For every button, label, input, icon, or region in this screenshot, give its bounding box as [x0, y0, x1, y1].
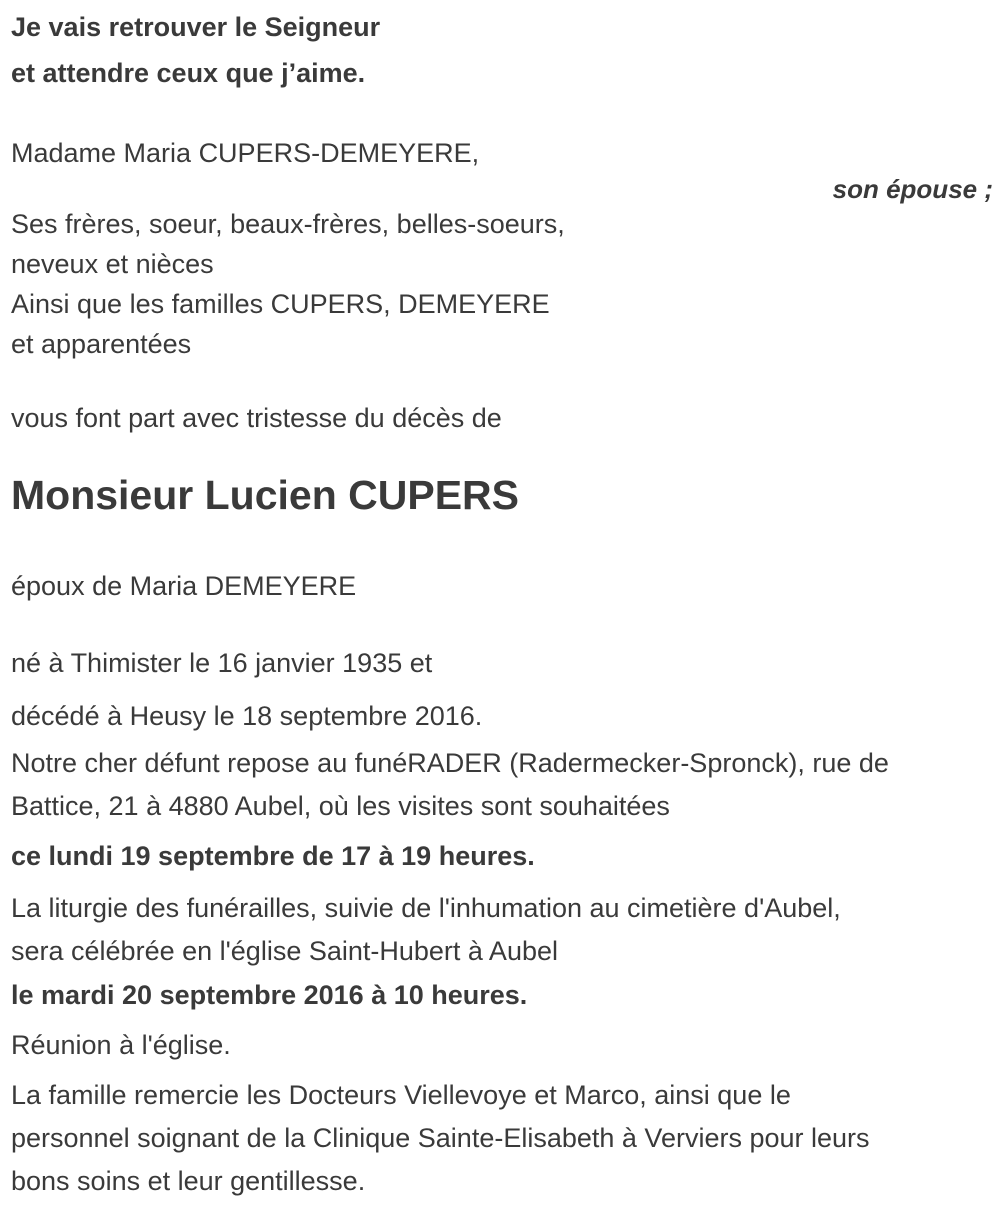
relatives-list [11, 204, 993, 284]
families-list [11, 284, 993, 364]
deceased-relation: époux de Maria DEMEYERE [11, 571, 357, 601]
repose-line-1: Notre cher défunt repose au funéRADER (Radermecker-Spronck), rue de [11, 748, 889, 778]
birth-line: né à Thimister le 16 janvier 1935 et [11, 648, 433, 678]
spouse-relation: son épouse ; [832, 174, 993, 204]
funeral-datetime: le mardi 20 septembre 2016 à 10 heures. [11, 980, 528, 1010]
funeral-line-2: sera célébrée en l'église Saint-Hubert à Aubel [11, 936, 558, 966]
deceased-name: Monsieur Lucien CUPERS [11, 472, 520, 518]
families-line-2: et apparentées [11, 329, 192, 359]
thanks-line-3: bons soins et leur gentillesse. [11, 1166, 366, 1196]
epigraph-line-1: Je vais retrouver le Seigneur [11, 12, 381, 42]
thanks-line-1: La famille remercie les Docteurs Viellevoye et Marco, ainsi que le [11, 1080, 791, 1110]
epigraph-line-2: et attendre ceux que j’aime. [11, 58, 366, 88]
families-line-1: Ainsi que les familles CUPERS, DEMEYERE [11, 289, 550, 319]
funeral-paragraph [11, 887, 993, 973]
spouse-name: Madame Maria CUPERS-DEMEYERE, [11, 138, 480, 168]
visit-hours: ce lundi 19 septembre de 17 à 19 heures. [11, 841, 535, 871]
thanks-paragraph [11, 1074, 993, 1203]
repose-line-2: Battice, 21 à 4880 Aubel, où les visites sont souhaitées [11, 791, 670, 821]
funeral-line-1: La liturgie des funérailles, suivie de l'inhumation au cimetière d'Aubel, [11, 893, 841, 923]
repose-paragraph [11, 742, 993, 828]
thanks-line-2: personnel soignant de la Clinique Sainte-Elisabeth à Verviers pour leurs [11, 1123, 870, 1153]
announcement-line: vous font part avec tristesse du décès de [11, 403, 502, 433]
epigraph [11, 4, 993, 96]
relatives-line-1: Ses frères, soeur, beaux-frères, belles-soeurs, [11, 209, 565, 239]
relatives-line-2: neveux et nièces [11, 249, 214, 279]
meeting-line: Réunion à l'église. [11, 1030, 231, 1060]
death-line: décédé à Heusy le 18 septembre 2016. [11, 701, 483, 731]
